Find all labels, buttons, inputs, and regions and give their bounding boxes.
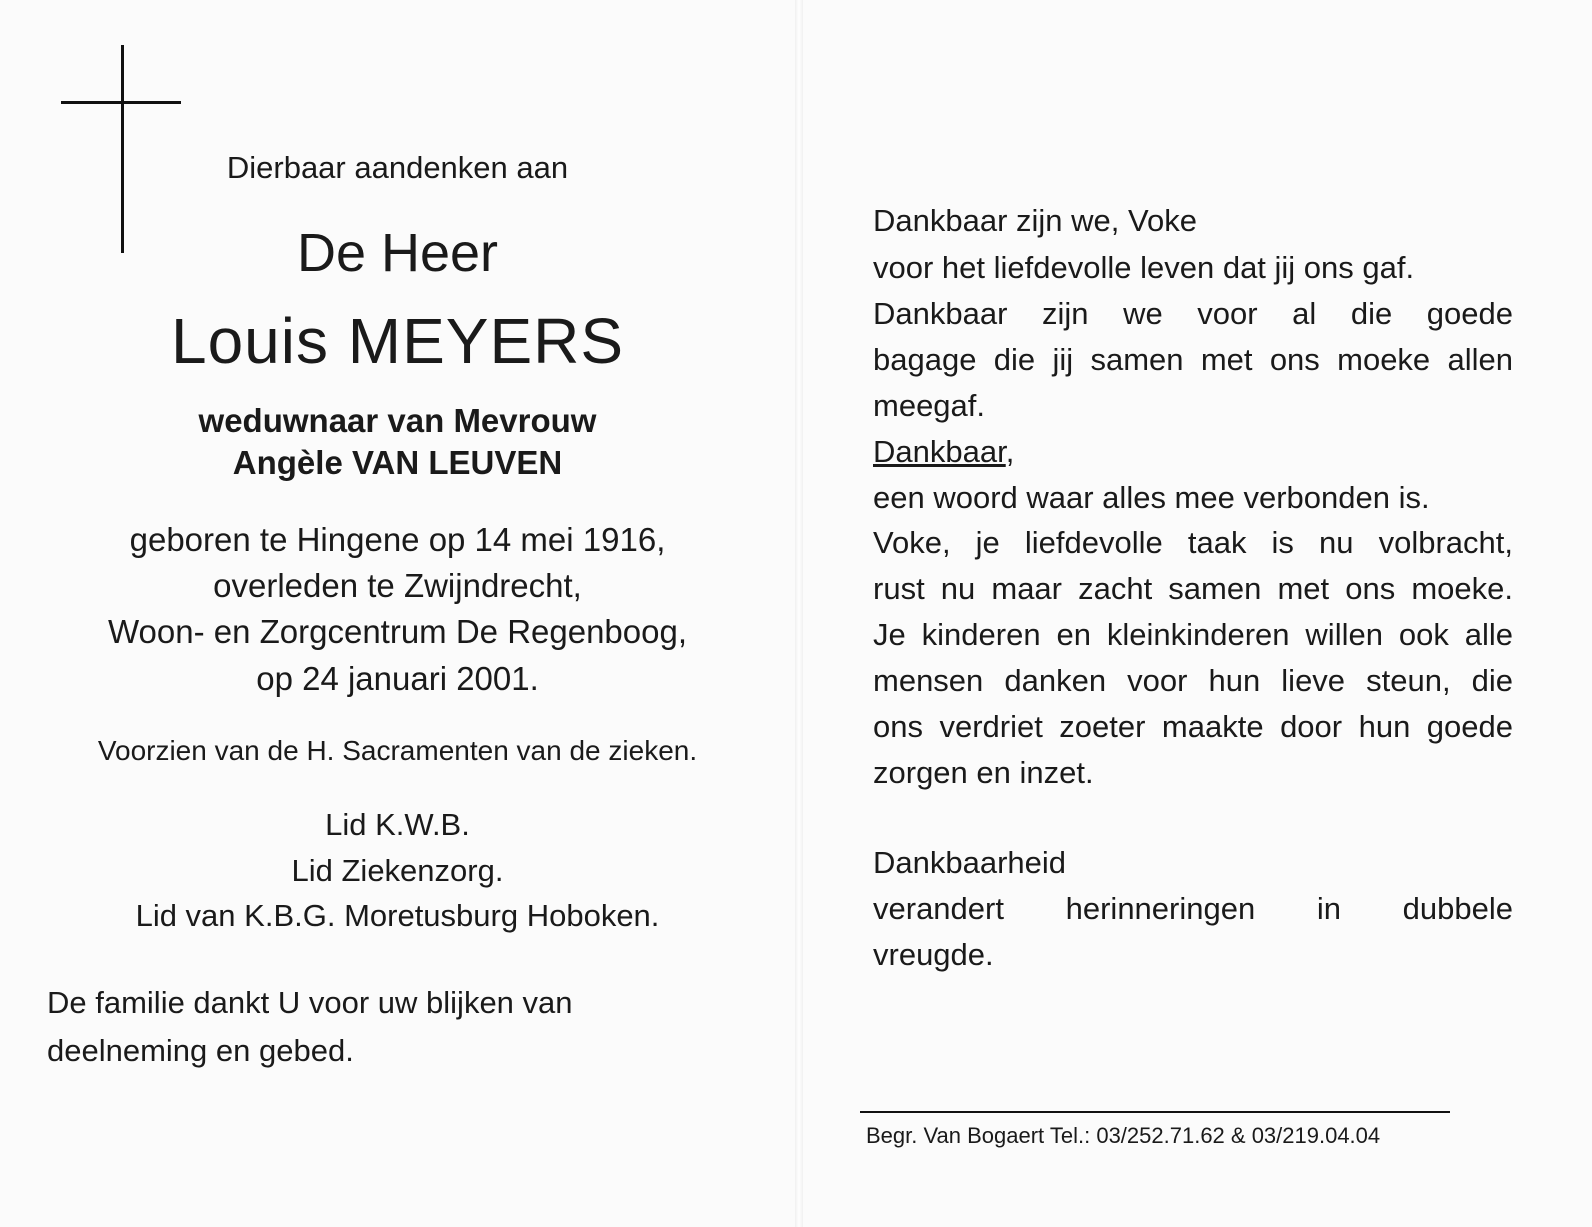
poem-line: verandert herinneringen in dubbele bbox=[873, 891, 1513, 926]
undertaker-info: Begr. Van Bogaert Tel.: 03/252.71.62 & 03/219.04.04 bbox=[866, 1123, 1381, 1148]
poem-line: Dankbaarheid bbox=[873, 845, 1067, 880]
poem-line: zorgen en inzet. bbox=[873, 755, 1094, 790]
death-date-line: op 24 januari 2001. bbox=[256, 660, 539, 697]
honorific: De Heer bbox=[296, 223, 499, 283]
poem-line-dankbaar bbox=[873, 434, 1513, 469]
poem-line: voor het liefdevolle leven dat jij ons gaf. bbox=[873, 250, 1415, 285]
poem-line: Dankbaar zijn we, Voke bbox=[873, 203, 1197, 238]
poem-line: Je kinderen en kleinkinderen willen ook alle bbox=[873, 617, 1513, 652]
poem-line: mensen danken voor hun lieve steun, die bbox=[873, 663, 1513, 698]
poem-line: een woord waar alles mee verbonden is. bbox=[873, 480, 1430, 515]
sacraments-line: Voorzien van de H. Sacramenten van de zieken. bbox=[97, 735, 698, 766]
membership-item: Lid K.W.B. bbox=[325, 807, 470, 842]
membership-item: Lid Ziekenzorg. bbox=[291, 853, 504, 888]
poem-line: bagage die jij samen met ons moeke allen bbox=[873, 342, 1513, 377]
spouse-name: Angèle VAN LEUVEN bbox=[232, 444, 563, 481]
membership-item: Lid van K.B.G. Moretusburg Hoboken. bbox=[135, 898, 660, 933]
underlined-word: Dankbaar bbox=[873, 434, 1006, 469]
poem-line: Dankbaar zijn we voor al die goede bbox=[873, 296, 1513, 331]
birth-line: geboren te Hingene op 14 mei 1916, bbox=[129, 521, 666, 558]
poem-comma: , bbox=[1005, 434, 1015, 469]
poem-line: meegaf. bbox=[873, 388, 986, 423]
deceased-name: Louis MEYERS bbox=[170, 305, 625, 377]
poem-line: vreugde. bbox=[873, 937, 994, 972]
family-thanks-line: deelneming en gebed. bbox=[47, 1033, 354, 1068]
family-thanks-line: De familie dankt U voor uw blijken van bbox=[47, 985, 573, 1020]
widower-line: weduwnaar van Mevrouw bbox=[198, 402, 597, 439]
poem-line: Voke, je liefdevolle taak is nu volbracht, bbox=[873, 525, 1513, 560]
right-page bbox=[803, 0, 1592, 1227]
intro-text: Dierbaar aandenken aan bbox=[226, 150, 569, 185]
footer-divider bbox=[860, 1111, 1450, 1113]
poem-line: ons verdriet zoeter maakte door hun goede bbox=[873, 709, 1513, 744]
poem-line: rust nu maar zacht samen met ons moeke. bbox=[873, 571, 1513, 606]
death-line: overleden te Zwijndrecht, bbox=[213, 567, 582, 604]
cross-icon-bar bbox=[61, 101, 181, 104]
death-place-line: Woon- en Zorgcentrum De Regenboog, bbox=[107, 613, 688, 650]
card-fold bbox=[795, 0, 803, 1227]
